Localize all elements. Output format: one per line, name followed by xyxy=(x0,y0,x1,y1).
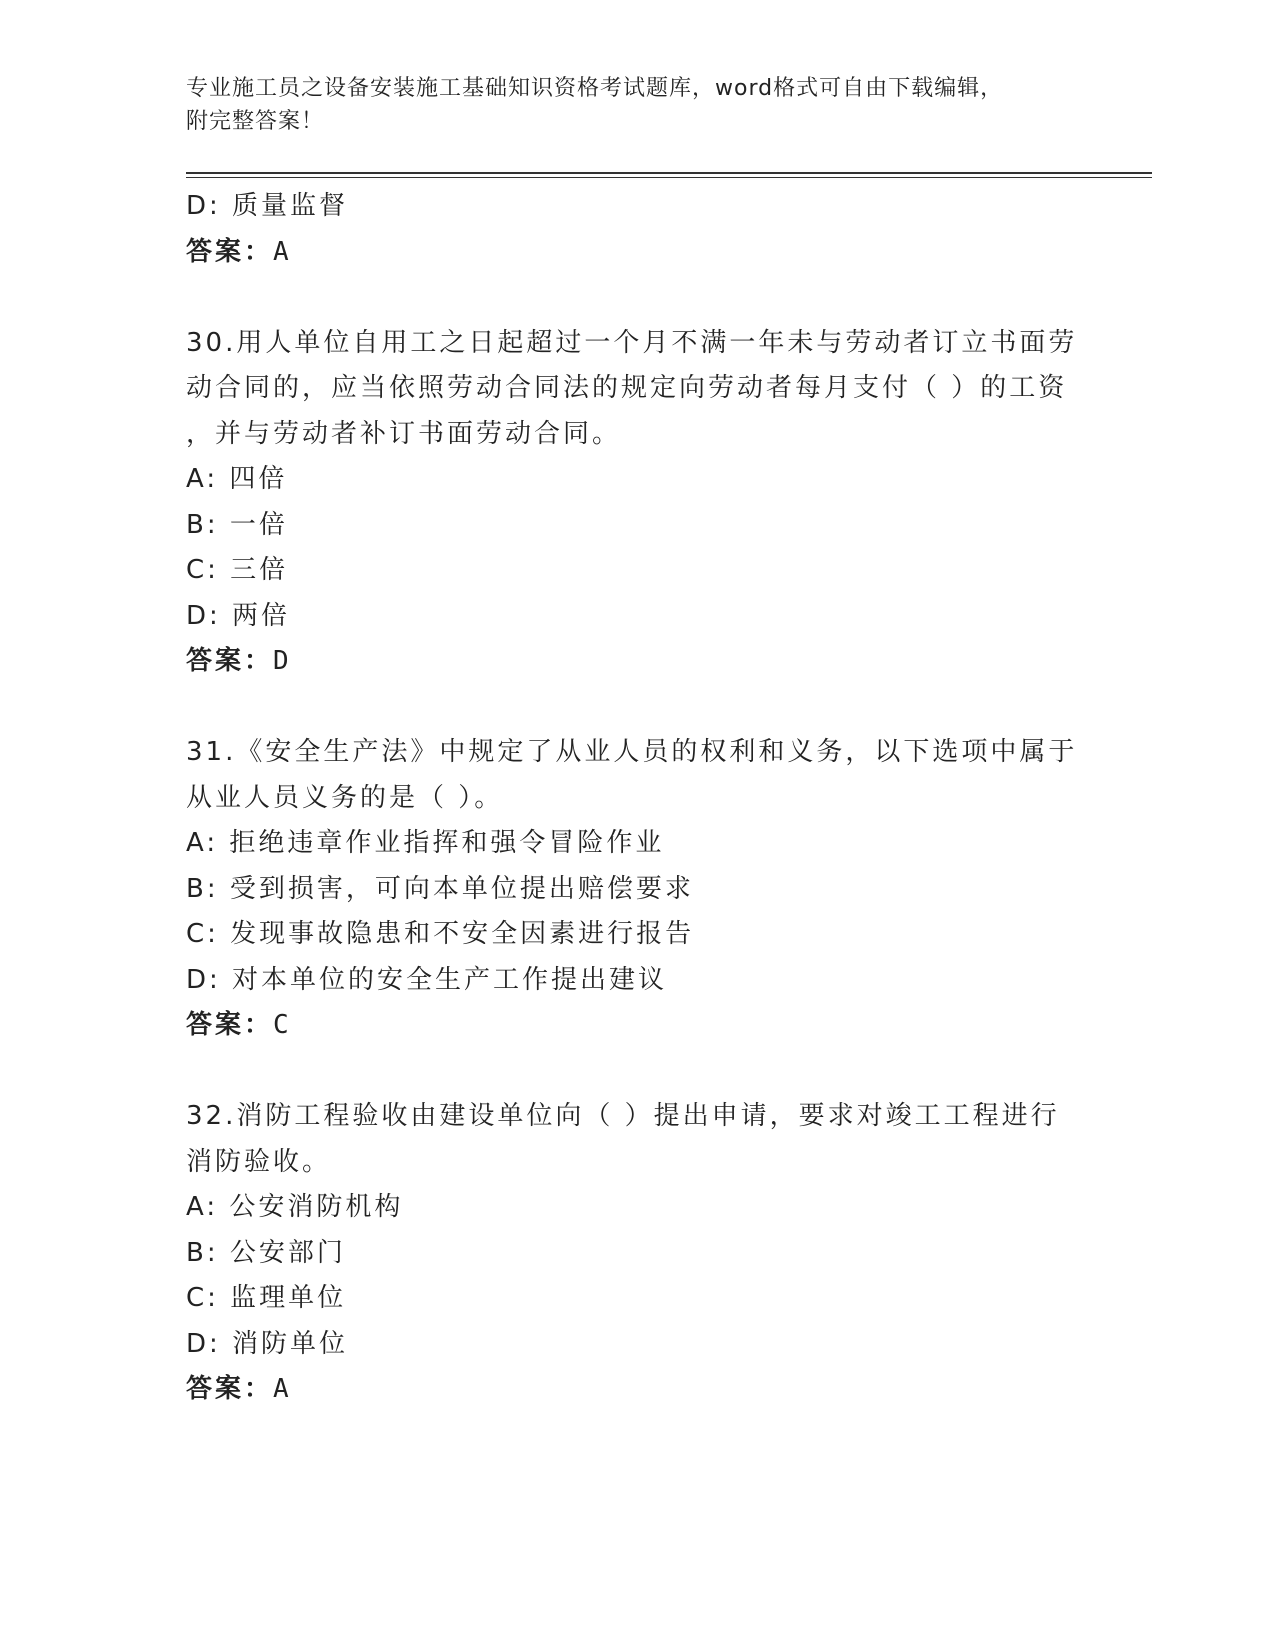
option-d: D: 对本单位的安全生产工作提出建议 xyxy=(186,964,668,995)
answer-line xyxy=(186,639,1152,685)
spacer xyxy=(186,685,1152,731)
question-stem-line: 消防验收。 xyxy=(186,1146,332,1177)
option-d: D: 两倍 xyxy=(186,600,291,631)
question-stem-line: 30.用人单位自用工之日起超过一个月不满一年未与劳动者订立书面劳 xyxy=(186,327,1078,358)
option-d: D: 消防单位 xyxy=(186,1328,349,1359)
answer-value: A xyxy=(273,1374,292,1404)
option-b: B: 受到损害，可向本单位提出赔偿要求 xyxy=(186,873,694,904)
option-a: A: 拒绝违章作业指挥和强令冒险作业 xyxy=(186,828,665,858)
option-c: C: 发现事故隐患和不安全因素进行报告 xyxy=(186,919,695,949)
option-b: B: 公安部门 xyxy=(186,1237,346,1268)
question-30 xyxy=(186,321,1152,685)
header-line-2: 附完整答案！ xyxy=(186,109,325,134)
answer-label: 答案： xyxy=(186,646,274,676)
answer-line xyxy=(186,1367,1152,1413)
option-b: B: 一倍 xyxy=(186,509,288,540)
document-header xyxy=(186,72,1066,138)
question-31 xyxy=(186,730,1152,1049)
question-stem-line: 32.消防工程验收由建设单位向（ ）提出申请，要求对竣工工程进行 xyxy=(186,1101,1060,1131)
question-stem-line: ，并与劳动者补订书面劳动合同。 xyxy=(186,418,622,449)
header-line-1: 专业施工员之设备安装施工基础知识资格考试题库，word格式可自由下载编辑， xyxy=(186,76,1004,101)
answer-line xyxy=(186,1003,1152,1049)
answer-label: 答案： xyxy=(186,1010,274,1040)
previous-question-tail xyxy=(186,184,1152,275)
answer-value: A xyxy=(273,236,292,267)
answer-value: D xyxy=(273,646,292,676)
question-32 xyxy=(186,1094,1152,1413)
document-page xyxy=(186,72,1152,1413)
question-stem-line: 31.《安全生产法》中规定了从业人员的权利和义务，以下选项中属于 xyxy=(186,737,1078,767)
header-divider xyxy=(186,172,1152,178)
answer-label: 答案： xyxy=(186,236,274,267)
question-stem-line: 动合同的，应当依照劳动合同法的规定向劳动者每月支付（ ）的工资 xyxy=(186,373,1068,403)
option-c: C: 三倍 xyxy=(186,555,289,585)
option-d: D: 质量监督 xyxy=(186,191,349,221)
answer-label: 答案： xyxy=(186,1374,274,1404)
option-c: C: 监理单位 xyxy=(186,1283,347,1313)
question-stem-line: 从业人员义务的是（ ）。 xyxy=(186,782,504,813)
answer-line xyxy=(186,230,1152,276)
spacer xyxy=(186,275,1152,321)
option-a: A: 四倍 xyxy=(186,464,288,494)
answer-value: C xyxy=(273,1010,292,1040)
spacer xyxy=(186,1049,1152,1095)
option-a: A: 公安消防机构 xyxy=(186,1192,404,1222)
